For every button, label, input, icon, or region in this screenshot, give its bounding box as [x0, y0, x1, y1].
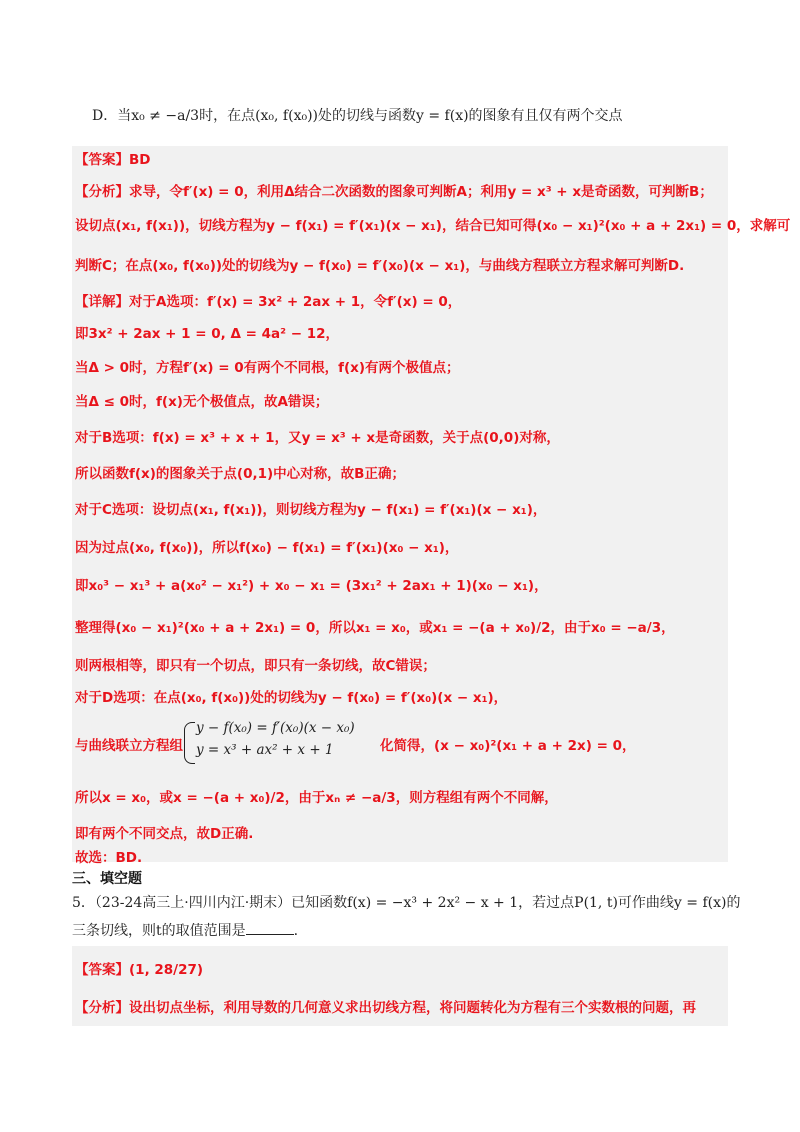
- detail-d-line-1: 对于D选项：在点(x₀, f(x₀))处的切线为y − f(x₀) = f′(x₀)(x − x₁)，: [75, 690, 508, 706]
- system-equation-2: y = x³ + ax² + x + 1: [196, 742, 334, 758]
- analysis-line-2: 设切点(x₁, f(x₁))，切线方程为y − f(x₁) = f′(x₁)(x − x₁)，结合已知可得(x₀ − x₁)²(x₀ + a + 2x₁) = 0，求解可: [75, 218, 791, 234]
- detail-b-line-2: 所以函数f(x)的图象关于点(0,1)中心对称，故B正确；: [75, 466, 405, 482]
- answer-blank: [246, 922, 294, 935]
- question-5-line-1: 5．（23-24高三上·四川内江·期末）已知函数f(x) = −x³ + 2x² − x + 1，若过点P(1, t)可作曲线y = f(x)的: [72, 895, 741, 911]
- question-5-period: .: [293, 923, 299, 939]
- detail-c-line-1: 对于C选项：设切点(x₁, f(x₁))，则切线方程为y − f(x₁) = f′(x₁)(x − x₁)，: [75, 502, 547, 518]
- answer-2-block: [72, 946, 728, 1026]
- system-brace: [184, 722, 195, 764]
- detail-d-simplify: 化简得，(x − x₀)²(x₁ + a + 2x) = 0，: [380, 738, 636, 754]
- detail-c-line-2: 因为过点(x₀, f(x₀))，所以f(x₀) − f(x₁) = f′(x₁)(x₀ − x₁)，: [75, 540, 459, 556]
- answer-2-line: 【答案】(1, 28/27): [75, 962, 204, 978]
- system-equation-1: y − f(x₀) = f′(x₀)(x − x₀): [196, 720, 355, 736]
- analysis-line-1: 【分析】求导，令f′(x) = 0，利用Δ结合二次函数的图象可判断A；利用y = x³ + x是奇函数，可判断B；: [75, 184, 713, 200]
- detail-c-line-5: 则两根相等，即只有一个切点，即只有一条切线，故C错误；: [75, 658, 436, 674]
- detail-c-line-3: 即x₀³ − x₁³ + a(x₀² − x₁²) + x₀ − x₁ = (3x₁² + 2ax₁ + 1)(x₀ − x₁)，: [75, 578, 548, 594]
- question-5-line-2-text: 三条切线，则t的取值范围是: [72, 923, 246, 939]
- detail-c-line-4: 整理得(x₀ − x₁)²(x₀ + a + 2x₁) = 0，所以x₁ = x₀，或x₁ = −(a + x₀)/2，由于x₀ = −a/3，: [75, 620, 675, 636]
- detail-d-line-4: 即有两个不同交点，故D正确.: [75, 826, 254, 842]
- answer-line: 【答案】BD: [75, 152, 151, 168]
- detail-a-line-1: 【详解】对于A选项：f′(x) = 3x² + 2ax + 1，令f′(x) = 0，: [75, 294, 462, 310]
- detail-a-line-4: 当Δ ≤ 0时，f(x)无个极值点，故A错误；: [75, 394, 329, 410]
- section-title: 三、填空题: [72, 871, 142, 887]
- question-5-line-2: [72, 920, 298, 940]
- answer-explanation-block: [72, 146, 791, 866]
- detail-a-line-3: 当Δ > 0时，方程f′(x) = 0有两个不同根，f(x)有两个极值点；: [75, 360, 460, 376]
- option-d-text: D．当x₀ ≠ −a/3时，在点(x₀, f(x₀))处的切线与函数y = f(x)的图象有且仅有两个交点: [92, 108, 623, 124]
- analysis-line-3: 判断C；在点(x₀, f(x₀))处的切线为y − f(x₀) = f′(x₀)(x − x₁)，与曲线方程联立方程求解可判断D.: [75, 258, 685, 274]
- detail-d-line-2: 与曲线联立方程组: [75, 738, 183, 754]
- detail-b-line-1: 对于B选项：f(x) = x³ + x + 1，又y = x³ + x是奇函数，关于点(0,0)对称，: [75, 430, 560, 446]
- detail-a-line-2: 即3x² + 2ax + 1 = 0, Δ = 4a² − 12，: [75, 326, 340, 342]
- detail-d-line-3: 所以x = x₀，或x = −(a + x₀)/2，由于xₙ ≠ −a/3，则方程组有两个不同解，: [75, 790, 558, 806]
- analysis-2-line: 【分析】设出切点坐标，利用导数的几何意义求出切线方程，将问题转化为方程有三个实数根的问题，再: [75, 1000, 696, 1016]
- final-choice: 故选：BD.: [75, 850, 143, 866]
